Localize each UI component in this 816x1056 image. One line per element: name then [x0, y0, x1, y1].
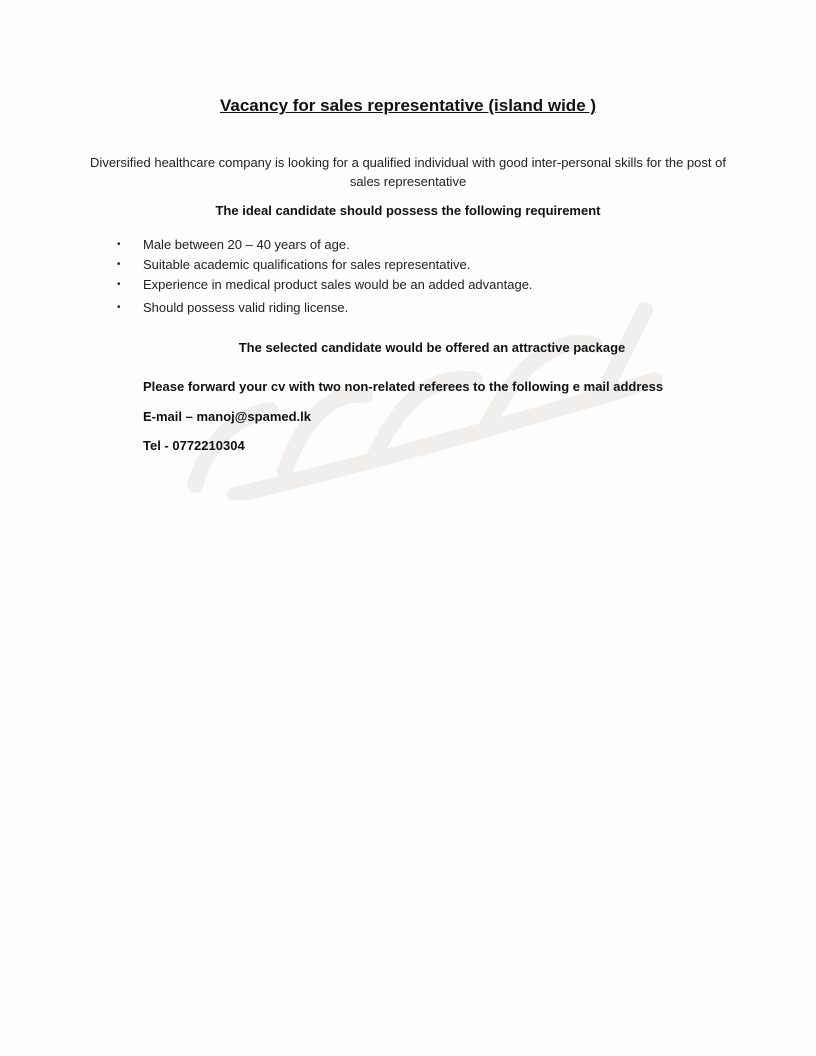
- offer-statement: The selected candidate would be offered an attractive package: [238, 340, 626, 355]
- bullet-icon: •: [117, 302, 121, 313]
- list-item: [117, 235, 533, 255]
- requirement-text: Should possess valid riding license.: [143, 300, 349, 315]
- requirements-heading: The ideal candidate should possess the following requirement: [215, 203, 601, 218]
- list-item: [117, 275, 533, 295]
- tel-line: Tel - 0772210304: [143, 438, 245, 453]
- page-title: Vacancy for sales representative (island wide ): [219, 96, 597, 115]
- bullet-icon: •: [117, 279, 121, 290]
- email-line: E-mail – manoj@spamed.lk: [143, 409, 312, 424]
- forward-instruction: Please forward your cv with two non-related referees to the following e mail address: [143, 379, 664, 394]
- requirement-text: Male between 20 – 40 years of age.: [143, 237, 350, 252]
- list-item: [117, 298, 533, 318]
- requirements-list: [117, 235, 533, 318]
- bullet-icon: •: [117, 259, 121, 270]
- list-item: [117, 255, 533, 275]
- intro-paragraph: Diversified healthcare company is looking for a qualified individual with good inter-personal skills for the post of sales representative: [90, 155, 726, 189]
- requirement-text: Experience in medical product sales would be an added advantage.: [143, 277, 533, 292]
- bullet-icon: •: [117, 239, 121, 250]
- requirement-text: Suitable academic qualifications for sales representative.: [143, 257, 471, 272]
